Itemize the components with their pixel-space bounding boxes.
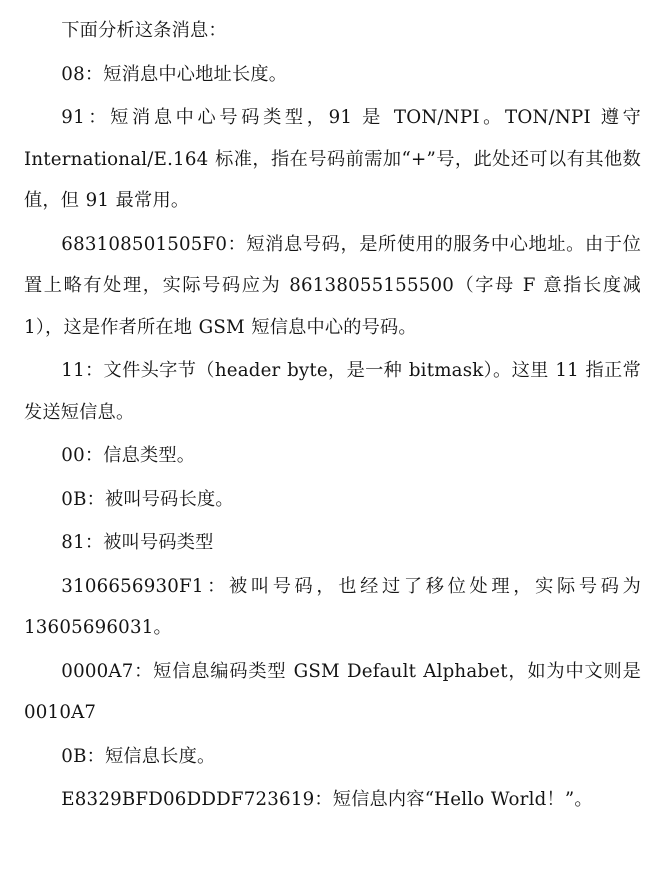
- paragraph-field-08: 08：短消息中心地址长度。: [61, 63, 288, 85]
- paragraph-field-0000a7: 0000A7：短信息编码类型 GSM Default Alphabet，如为中文则是 0010A7: [24, 660, 641, 723]
- paragraph-intro: 下面分析这条消息：: [61, 20, 227, 41]
- paragraph-field-sms-content: E8329BFD06DDDF723619：短信息内容“Hello World！”。: [61, 789, 593, 810]
- paragraph-field-11: 11：文件头字节（header byte，是一种 bitmask）。这里 11 指正常发送短信息。: [24, 360, 641, 423]
- paragraph-field-81: 81：被叫号码类型: [61, 532, 214, 553]
- paragraph-field-0b-length: 0B：被叫号码长度。: [61, 488, 234, 510]
- paragraph-field-called-number: 3106656930F1：被叫号码，也经过了移位处理，实际号码为 13605696031。: [24, 575, 641, 638]
- paragraph-field-00: 00：信息类型。: [61, 445, 196, 466]
- paragraph-field-0b-sms-length: 0B：短信息长度。: [61, 745, 216, 767]
- paragraph-field-smsc-number: 683108501505F0：短消息号码，是所使用的服务中心地址。由于位置上略有处理，实际号码应为 86138055155500（字母 F 意指长度减 1），这是作者所在地 GSM 短信息中心的号码。: [24, 233, 641, 338]
- paragraph-field-91: 91：短消息中心号码类型，91 是 TON/NPI。TON/NPI 遵守 International/E.164 标准，指在号码前需加“+”号，此处还可以有其他数值，但 91 最常用。: [24, 107, 641, 211]
